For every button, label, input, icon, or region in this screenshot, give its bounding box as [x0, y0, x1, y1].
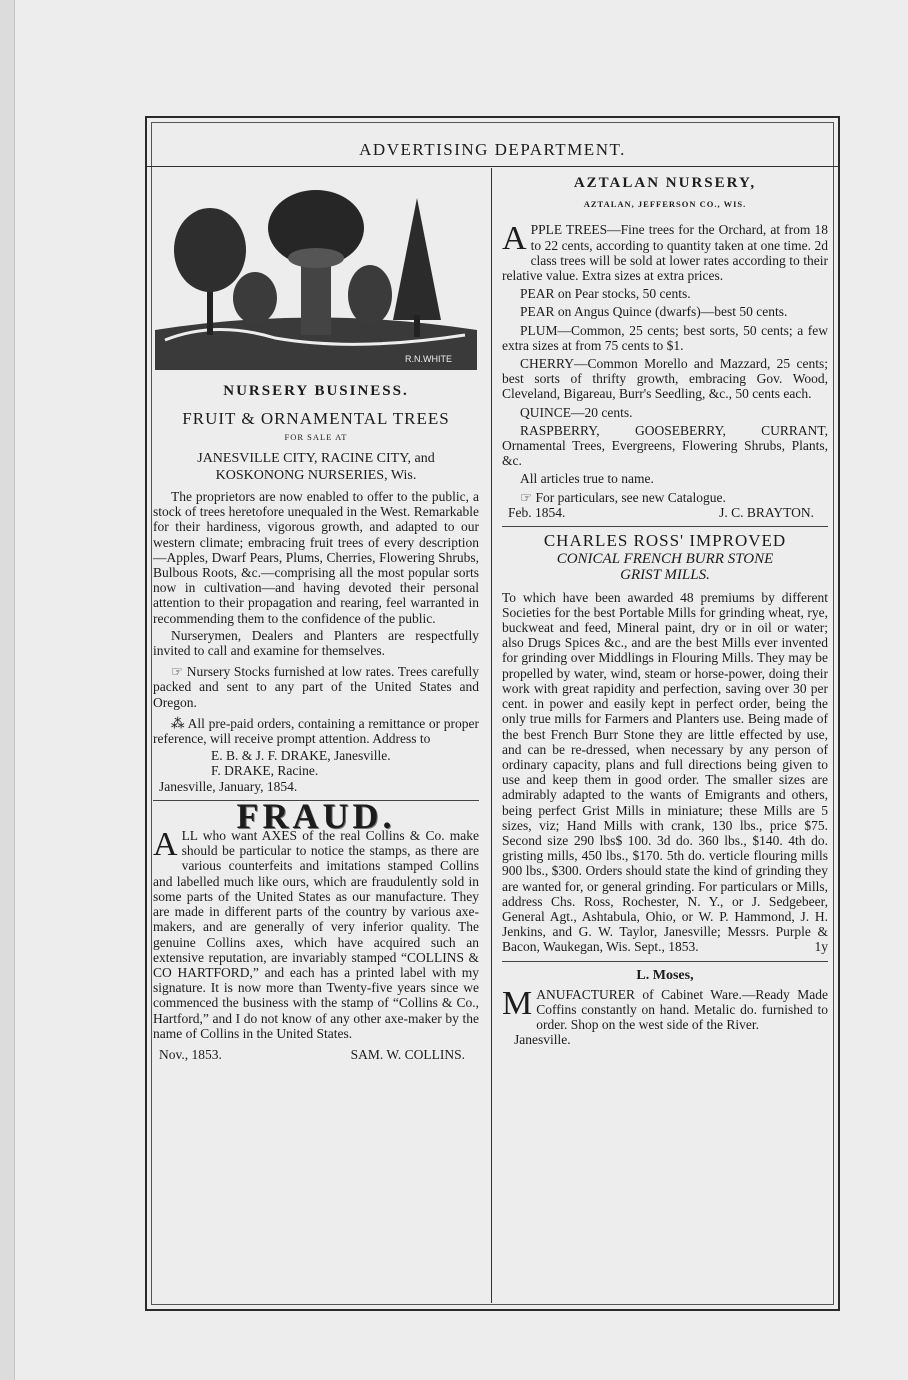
ross-body [502, 590, 828, 955]
header-rule [147, 166, 838, 167]
aztalan-date: Feb. 1854. [508, 504, 566, 520]
nursery-title: NURSERY BUSINESS. [223, 383, 409, 399]
column-rule [491, 168, 492, 1303]
fraud-title: FRAUD. [236, 795, 396, 836]
advertising-page [145, 116, 840, 1311]
left-column [147, 170, 485, 1062]
engraver-signature: R.N.WHITE [405, 354, 452, 364]
moses-place: Janesville. [514, 1032, 571, 1048]
aztalan-apple [502, 222, 828, 283]
nursery-body: The proprietors are now enabled to offer to the public, a stock of trees heretofore unequaled in the West. Remarkable for their hardiness, vigorous growth, and adapted to our western climate; embracing fruit trees of every description—Apples, Dwarf Pears, Plums, Cherries, Flowering Shrubs, Bulbous Roots, &c.—comprising all the most popular sorts now in cultivation—and having devoted their personal attention to their propagation and rearing, feel warranted in recommending them to the confidence of the public. [153, 489, 479, 626]
aztalan-apple-text: PPLE TREES—Fine trees for the Orchard, at from 18 to 22 cents, according to quantity taken at one time. 2d class trees will be sold at lower rates according to their relative value. Extra sizes at extra prices. [502, 222, 828, 284]
nursery-address-1: E. B. & J. F. DRAKE, Janesville. [211, 748, 391, 764]
aztalan-true-to-name: All articles true to name. [520, 471, 654, 487]
divider-2 [502, 526, 828, 527]
aztalan-drop-cap: A [502, 220, 527, 258]
moses-body [502, 984, 828, 1033]
aztalan-plum: PLUM—Common, 25 cents; best sorts, 50 cents; a few extra sizes at from 75 cents to $1. [502, 322, 828, 353]
nursery-prepaid: ⁂ All pre-paid orders, containing a remittance or proper reference, will receive prompt attention. Address to [153, 715, 479, 747]
ross-title: CHARLES ROSS' IMPROVED [543, 531, 787, 551]
ross-subtitle-1: CONICAL FRENCH BURR STONE [556, 551, 774, 568]
moses-title: L. Moses, [636, 967, 694, 983]
aztalan-quince: QUINCE—20 cents. [520, 404, 633, 420]
moses-text: ANUFACTURER of Cabinet Ware.—Ready Made Coffins constantly on hand. Metalic do. furnished to order. Shop on the west side of the River. [536, 986, 828, 1033]
nursery-subtitle: FRUIT & ORNAMENTAL TREES [182, 409, 450, 429]
right-column [496, 170, 834, 1048]
fraud-date: Nov., 1853. [159, 1046, 222, 1062]
fraud-drop-cap: A [153, 826, 178, 864]
nursery-places-2: KOSKONONG NURSERIES, Wis. [215, 467, 417, 483]
divider-3 [502, 961, 828, 962]
aztalan-catalogue: ☞ For particulars, see new Catalogue. [520, 489, 726, 505]
nursery-engraving [155, 180, 477, 370]
nursery-places-1: JANESVILLE CITY, RACINE CITY, and [197, 450, 435, 466]
fraud-footer [159, 1047, 465, 1062]
page-header: ADVERTISING DEPARTMENT. [359, 140, 626, 159]
fraud-body [153, 828, 479, 1041]
aztalan-cherry: CHERRY—Common Morello and Mazzard, 25 cents; best sorts of thrifty growth, embracing Gov. Wood, Cleveland, Bigareau, Burr's Seedling, &c., 50 cents each. [502, 356, 828, 402]
nursery-address-2: F. DRAKE, Racine. [211, 763, 319, 779]
aztalan-location: AZTALAN, JEFFERSON CO., WIS. [583, 199, 747, 210]
aztalan-signature: J. C. BRAYTON. [719, 504, 814, 520]
fraud-text: LL who want AXES of the real Collins & Co. make should be particular to notice the stamps, as there are various counterfeits and imitations stamped Collins and labelled much like ours, which are fraudulently sold in some parts of the United States as our manufacture. They are made in different parts of the country by various axe-makers, and are generally of very inferior quality. The genuine Collins axes, which have acquired such an extensive reputation, are invariably stamped “COLLINS & CO HARTFORD,” and each has a printed label with my signature. It is now more than Twenty-five years since we commenced the business with the stamp of “Collins & Co., Hartford,” and I do not know of any other axe-maker by the name of Collins in the United States. [153, 828, 479, 1041]
nursery-invitation: Nurserymen, Dealers and Planters are respectfully invited to call and examine for themselves. [153, 627, 479, 659]
nursery-stocks: ☞ Nursery Stocks furnished at low rates. Trees carefully packed and sent to any part of the United States and Oregon. [153, 664, 479, 710]
aztalan-pear-2: PEAR on Angus Quince (dwarfs)—best 50 cents. [520, 304, 788, 320]
moses-drop-cap: M [502, 984, 533, 1022]
aztalan-title: AZTALAN NURSERY, [573, 175, 757, 191]
nursery-for-sale: FOR SALE AT [284, 432, 348, 443]
ross-text: To which have been awarded 48 premiums by different Societies for the best Portable Mills for grinding wheat, rye, buckweat and feed, Mineral paint, dry or in oil or water; also Drugs Spices &c., and are the best Mills ever invented for grinding over Middlings in Flouring Mills. They may be propelled by water, wind, steam or horse-power, doing their work with great rapidity and perfection, saving over 30 per cent. in power and easily kept in perfect order, being the only true mills for Farmers and Planters use. Being made of the best French Burr Stone they are little effected by use, and can be re-dressed, when necessary by any person of ordinary capacity, plans and full directions being given to use and keep them in good order. The smaller sizes are admirably adapted to the wants of Emigrants and others, being perfect Grist Mills in miniature; these Mills are 5 sizes, viz; Hand Mills with crank, 130 lbs., price $75. Second size 290 lbs$ 100. 3d do. 360 lbs., $140. 4th do. gristing mills, 450 lbs., $170. 5th do. verticle flouring mills 900 lbs., $300. Orders should state the kind of grinding they are wanted for, or general grinding. For particulars or Mills, address Chs. Ross, Rochester, N. Y., or J. Sedgebeer, General Agt., Ashtabula, Ohio, or W. P. Hammond, J. H. Jenkins, and G. W. Taylor, Janesville; Messrs. Purple & Bacon, Waukegan, Wis. Sept., 1853. [502, 589, 828, 955]
binding-gutter [0, 0, 15, 1380]
fraud-signature: SAM. W. COLLINS. [350, 1046, 465, 1062]
aztalan-raspberry: RASPBERRY, GOOSEBERRY, CURRANT, Ornamental Trees, Evergreens, Flowering Shrubs, Plants, &c. [502, 422, 828, 469]
nursery-dateline: Janesville, January, 1854. [159, 778, 298, 794]
aztalan-footer [508, 505, 814, 520]
ross-insertion-code: 1y [814, 939, 828, 955]
ross-subtitle-2: GRIST MILLS. [620, 567, 710, 584]
aztalan-pear-1: PEAR on Pear stocks, 50 cents. [520, 286, 691, 302]
